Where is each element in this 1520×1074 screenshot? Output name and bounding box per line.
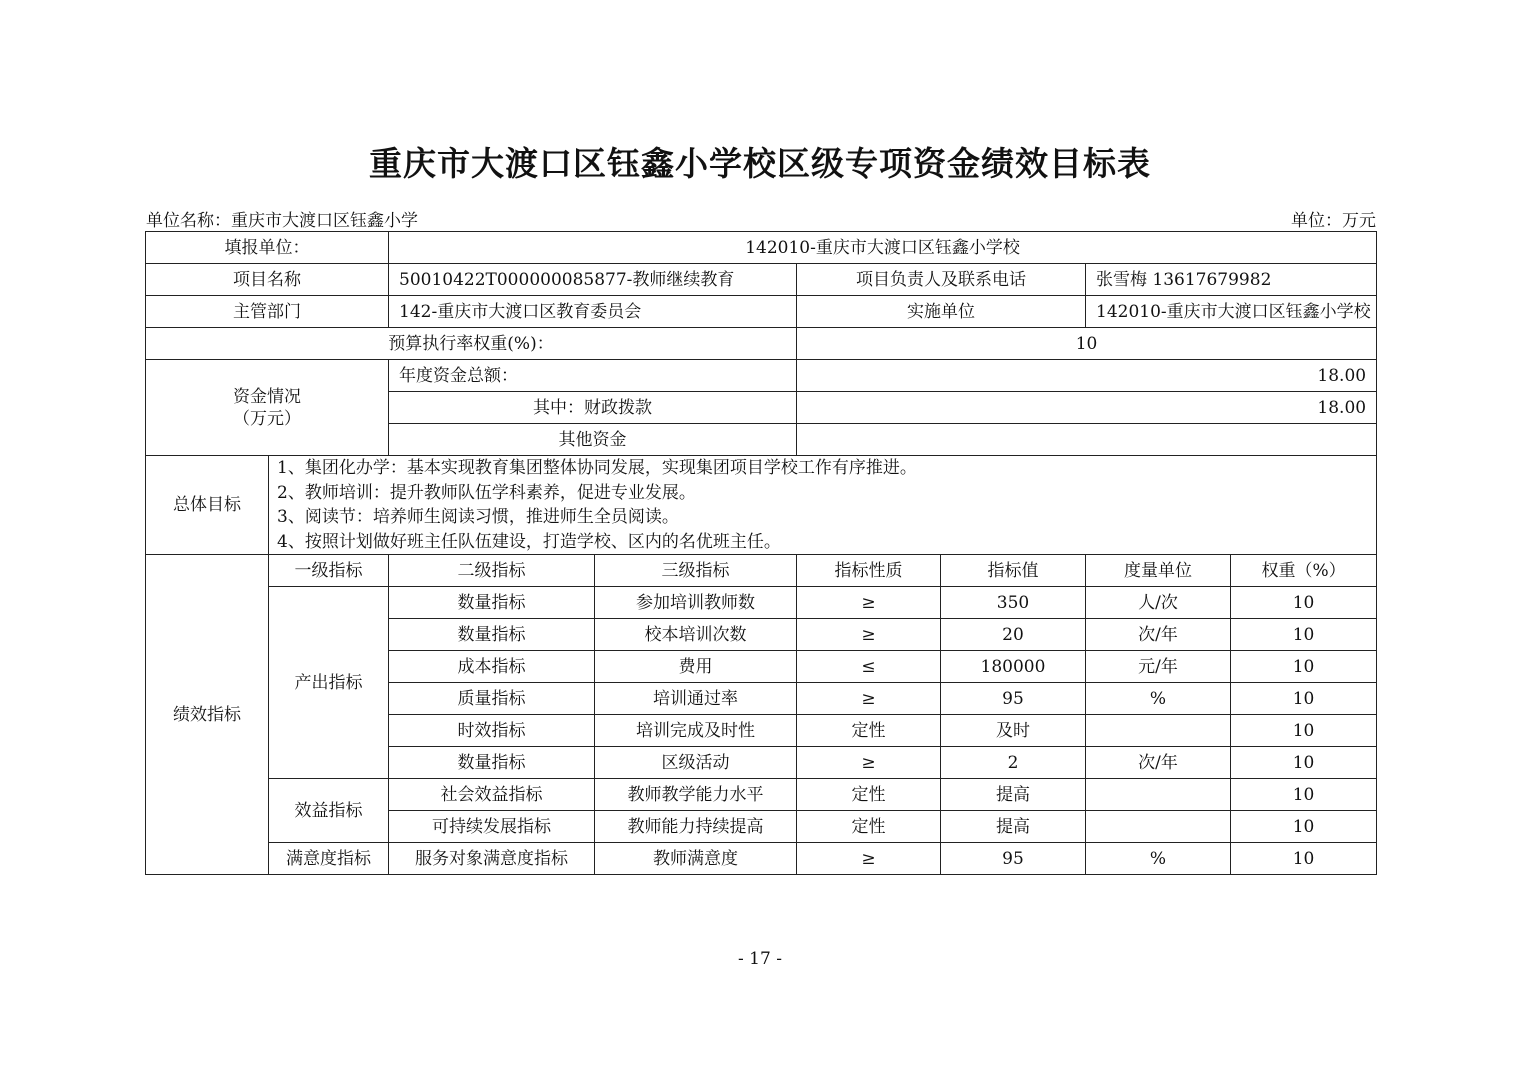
budget-weight-label: 预算执行率权重(%)：	[146, 328, 797, 360]
goal-item: 2、教师培训：提升教师队伍学科素养，促进专业发展。	[277, 482, 696, 503]
cell-weight: 10	[1231, 651, 1377, 683]
indicator-header-row	[146, 555, 1377, 587]
funds-label-line2: （万元）	[233, 408, 301, 429]
cell-value: 提高	[941, 811, 1086, 843]
budget-weight-value: 10	[797, 328, 1377, 360]
cell-level3: 培训完成及时性	[595, 715, 797, 747]
cell-unit: %	[1086, 843, 1231, 875]
table-row	[146, 587, 1377, 619]
cell-nature: ≤	[797, 651, 941, 683]
overall-goals-content	[269, 456, 1377, 555]
budget-weight-row	[146, 328, 1377, 360]
header-level1: 一级指标	[269, 555, 389, 587]
implementer-value: 142010-重庆市大渡口区钰鑫小学校	[1086, 296, 1377, 328]
cell-unit	[1086, 779, 1231, 811]
project-name-value: 50010422T000000085877-教师继续教育	[389, 264, 797, 296]
funds-fiscal-value: 18.00	[797, 392, 1377, 424]
cell-weight: 10	[1231, 587, 1377, 619]
group-benefit-label: 效益指标	[269, 779, 389, 843]
cell-level3: 参加培训教师数	[595, 587, 797, 619]
cell-level2: 质量指标	[389, 683, 595, 715]
contact-label: 项目负责人及联系电话	[797, 264, 1086, 296]
cell-nature: ≥	[797, 683, 941, 715]
cell-level2: 数量指标	[389, 587, 595, 619]
header-unit: 度量单位	[1086, 555, 1231, 587]
group-satisfaction-label: 满意度指标	[269, 843, 389, 875]
cell-unit: %	[1086, 683, 1231, 715]
cell-weight: 10	[1231, 843, 1377, 875]
cell-level2: 成本指标	[389, 651, 595, 683]
department-label: 主管部门	[146, 296, 389, 328]
contact-value: 张雪梅 13617679982	[1086, 264, 1377, 296]
cell-weight: 10	[1231, 811, 1377, 843]
cell-nature: 定性	[797, 779, 941, 811]
cell-level3: 校本培训次数	[595, 619, 797, 651]
cell-value: 95	[941, 843, 1086, 875]
cell-nature: ≥	[797, 619, 941, 651]
department-row	[146, 296, 1377, 328]
cell-level3: 培训通过率	[595, 683, 797, 715]
cell-weight: 10	[1231, 683, 1377, 715]
cell-value: 350	[941, 587, 1086, 619]
funds-total-label: 年度资金总额：	[389, 360, 797, 392]
cell-nature: ≥	[797, 587, 941, 619]
cell-weight: 10	[1231, 747, 1377, 779]
cell-value: 2	[941, 747, 1086, 779]
header-level3: 三级指标	[595, 555, 797, 587]
cell-weight: 10	[1231, 715, 1377, 747]
header-nature: 指标性质	[797, 555, 941, 587]
cell-level3: 费用	[595, 651, 797, 683]
cell-level2: 时效指标	[389, 715, 595, 747]
cell-level2: 可持续发展指标	[389, 811, 595, 843]
filler-label: 填报单位：	[146, 232, 389, 264]
cell-unit: 次/年	[1086, 747, 1231, 779]
cell-level3: 教师教学能力水平	[595, 779, 797, 811]
funds-label	[146, 360, 389, 456]
goal-item: 3、阅读节：培养师生阅读习惯，推进师生全员阅读。	[277, 507, 679, 527]
header-level2: 二级指标	[389, 555, 595, 587]
cell-value: 及时	[941, 715, 1086, 747]
cell-weight: 10	[1231, 779, 1377, 811]
unit-name: 单位名称：重庆市大渡口区钰鑫小学	[146, 211, 418, 231]
cell-unit: 人/次	[1086, 587, 1231, 619]
cell-level3: 教师能力持续提高	[595, 811, 797, 843]
cell-level2: 社会效益指标	[389, 779, 595, 811]
unit-currency: 单位：万元	[1291, 211, 1376, 231]
cell-weight: 10	[1231, 619, 1377, 651]
overall-goals-row	[146, 456, 1377, 555]
filler-row	[146, 232, 1377, 264]
department-value: 142-重庆市大渡口区教育委员会	[389, 296, 797, 328]
cell-value: 提高	[941, 779, 1086, 811]
document-title: 重庆市大渡口区钰鑫小学校区级专项资金绩效目标表	[369, 144, 1151, 183]
project-name-row	[146, 264, 1377, 296]
funds-total-value: 18.00	[797, 360, 1377, 392]
header-weight: 权重（%）	[1231, 555, 1377, 587]
cell-unit: 次/年	[1086, 619, 1231, 651]
implementer-label: 实施单位	[797, 296, 1086, 328]
cell-unit: 元/年	[1086, 651, 1231, 683]
header-value: 指标值	[941, 555, 1086, 587]
page-number: - 17 -	[738, 949, 782, 969]
cell-value: 20	[941, 619, 1086, 651]
funds-other-label: 其他资金	[389, 424, 797, 456]
table-row	[146, 779, 1377, 811]
cell-level2: 服务对象满意度指标	[389, 843, 595, 875]
cell-nature: 定性	[797, 715, 941, 747]
group-output-label: 产出指标	[269, 587, 389, 779]
cell-nature: ≥	[797, 843, 941, 875]
cell-level3: 教师满意度	[595, 843, 797, 875]
funds-total-row	[146, 360, 1377, 392]
project-name-label: 项目名称	[146, 264, 389, 296]
funds-other-value	[797, 424, 1377, 456]
cell-nature: 定性	[797, 811, 941, 843]
cell-nature: ≥	[797, 747, 941, 779]
cell-unit	[1086, 811, 1231, 843]
funds-fiscal-label: 其中：财政拨款	[389, 392, 797, 424]
cell-level2: 数量指标	[389, 747, 595, 779]
cell-unit	[1086, 715, 1231, 747]
cell-level3: 区级活动	[595, 747, 797, 779]
funds-label-line1: 资金情况	[233, 386, 301, 407]
goal-item: 1、集团化办学：基本实现教育集团整体协同发展，实现集团项目学校工作有序推进。	[277, 458, 917, 478]
table-row	[146, 843, 1377, 875]
cell-value: 180000	[941, 651, 1086, 683]
cell-value: 95	[941, 683, 1086, 715]
indicators-label: 绩效指标	[146, 555, 269, 875]
performance-target-table	[145, 231, 1377, 875]
overall-goals-label: 总体目标	[146, 456, 269, 555]
goal-item: 4、按照计划做好班主任队伍建设，打造学校、区内的名优班主任。	[277, 531, 781, 552]
cell-level2: 数量指标	[389, 619, 595, 651]
filler-value: 142010-重庆市大渡口区钰鑫小学校	[389, 232, 1377, 264]
